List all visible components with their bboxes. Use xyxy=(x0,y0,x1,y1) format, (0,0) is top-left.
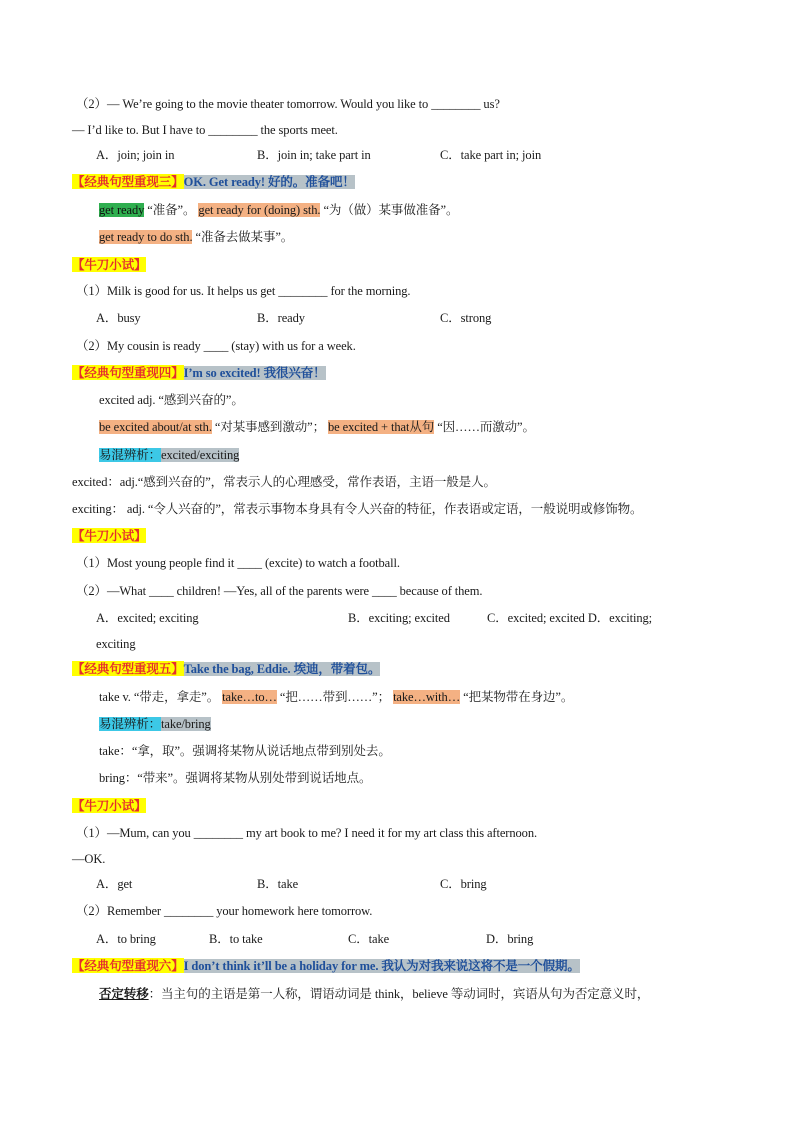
option-d-continued: exciting xyxy=(96,637,136,651)
practice-3-question-1: （1）—Mum, can you ________ my art book to me? I need it for my art class this afternoon. xyxy=(76,826,537,840)
confuse-words: take/bring xyxy=(161,717,211,731)
highlight-get-ready-to-do: get ready to do sth. xyxy=(99,230,193,244)
section-5-point-1-text-b: “把……带到……”； xyxy=(276,690,394,704)
section-6-point-1 xyxy=(99,985,649,1003)
section-4-confuse xyxy=(99,446,239,464)
section-4-point-3: excited：adj.“感到兴奋的”，常表示人的心理感受，常作表语，主语一般是人。 xyxy=(72,475,496,489)
section-5-point-3: bring：“带来”。强调将某物从别处带到说话地点。 xyxy=(99,771,372,785)
option-a: A．excited; exciting xyxy=(96,611,199,625)
section-4-point-2-text-a: “对某事感到激动”； xyxy=(211,420,328,434)
practice-2-header xyxy=(72,527,146,545)
option-d: D．bring xyxy=(486,932,534,946)
negation-transfer-label: 否定转移 xyxy=(99,987,149,1001)
practice-2-tag: 【牛刀小试】 xyxy=(72,528,147,543)
section-3-point-2-text: “准备去做某事”。 xyxy=(192,230,294,244)
practice-1-tag: 【牛刀小试】 xyxy=(72,257,147,272)
section-4-point-2 xyxy=(99,418,535,436)
option-b: B．take xyxy=(257,877,299,891)
confuse-words: excited/exciting xyxy=(161,448,240,462)
option-c-d: C．excited; excited D．exciting; xyxy=(487,611,653,625)
option-c: C．strong xyxy=(440,311,492,325)
highlight-be-excited-about: be excited about/at sth. xyxy=(99,420,212,434)
option-b: B．ready xyxy=(257,311,305,325)
section-6-title: I don’t think it’ll be a holiday for me. 我认为对我来说这将不是一个假期。 xyxy=(183,959,580,973)
section-3-point-2 xyxy=(99,228,293,246)
option-a: A．to bring xyxy=(96,932,156,946)
option-a: A．get xyxy=(96,877,133,891)
practice-3-answer: —OK. xyxy=(72,852,106,866)
practice-3-question-2: （2）Remember ________ your homework here tomorrow. xyxy=(76,904,373,918)
section-6-point-1-text: ：当主句的主语是第一人称，谓语动词是 think，believe 等动词时，宾语从句为否定意义时， xyxy=(148,987,650,1001)
option-c: C．bring xyxy=(440,877,487,891)
section-5-header xyxy=(72,660,380,678)
section-5-tag: 【经典句型重现五】 xyxy=(72,661,184,676)
highlight-get-ready-for: get ready for (doing) sth. xyxy=(198,203,321,217)
option-b: B．join in; take part in xyxy=(257,148,371,162)
highlight-be-excited-that: be excited + that xyxy=(328,420,410,434)
section-4-header xyxy=(72,364,326,382)
section-3-point-1-text-b: “为（做）某事做准备”。 xyxy=(320,203,459,217)
option-b: B．exciting; excited xyxy=(348,611,450,625)
section-6-header xyxy=(72,957,580,975)
section-4-title: I’m so excited! 我很兴奋！ xyxy=(183,366,326,380)
section-5-point-2: take：“拿，取”。强调将某物从说话地点带到别处去。 xyxy=(99,744,391,758)
section-3-point-1 xyxy=(99,201,458,219)
highlight-take-to: take…to… xyxy=(222,690,277,704)
question-2-line-2: — I’d like to. But I have to ________ the sports meet. xyxy=(72,123,338,137)
section-5-confuse xyxy=(99,715,211,733)
option-b: B．to take xyxy=(209,932,263,946)
highlight-clause: 从句 xyxy=(409,420,435,434)
section-5-point-1 xyxy=(99,688,573,706)
practice-1-header xyxy=(72,256,146,274)
section-4-point-4: exciting： adj. “令人兴奋的”，常表示事物本身具有令人兴奋的特征，作表语或定语，一般说明或修饰物。 xyxy=(72,502,643,516)
section-4-point-1: excited adj. “感到兴奋的”。 xyxy=(99,393,244,407)
highlight-take-with: take…with… xyxy=(393,690,461,704)
question-2-line-1: （2）— We’re going to the movie theater tomorrow. Would you like to ________ us? xyxy=(76,97,500,111)
section-3-point-1-text-a: “准备”。 xyxy=(144,203,199,217)
practice-3-tag: 【牛刀小试】 xyxy=(72,798,147,813)
highlight-get-ready: get ready xyxy=(99,203,145,217)
option-c: C．take part in; join xyxy=(440,148,542,162)
practice-3-header xyxy=(72,797,146,815)
section-3-title: OK. Get ready! 好的。准备吧！ xyxy=(183,175,355,189)
section-3-header xyxy=(72,173,355,191)
section-4-point-2-text-b: “因……而激动”。 xyxy=(434,420,535,434)
option-a: A．join; join in xyxy=(96,148,175,162)
practice-1-question-1: （1）Milk is good for us. It helps us get ________ for the morning. xyxy=(76,284,411,298)
confuse-label: 易混辨析： xyxy=(99,448,162,462)
section-6-tag: 【经典句型重现六】 xyxy=(72,958,184,973)
confuse-label: 易混辨析： xyxy=(99,717,162,731)
section-5-point-1-text-a: take v. “带走，拿走”。 xyxy=(99,690,223,704)
section-5-point-1-text-c: “把某物带在身边”。 xyxy=(460,690,574,704)
option-a: A．busy xyxy=(96,311,141,325)
option-c: C．take xyxy=(348,932,390,946)
section-4-tag: 【经典句型重现四】 xyxy=(72,365,184,380)
practice-1-question-2: （2）My cousin is ready ____ (stay) with us for a week. xyxy=(76,339,356,353)
practice-2-question-2: （2）—What ____ children! —Yes, all of the parents were ____ because of them. xyxy=(76,584,483,598)
practice-2-question-1: （1）Most young people find it ____ (excite) to watch a football. xyxy=(76,556,400,570)
section-3-tag: 【经典句型重现三】 xyxy=(72,174,184,189)
section-5-title: Take the bag, Eddie. 埃迪，带着包。 xyxy=(183,662,381,676)
